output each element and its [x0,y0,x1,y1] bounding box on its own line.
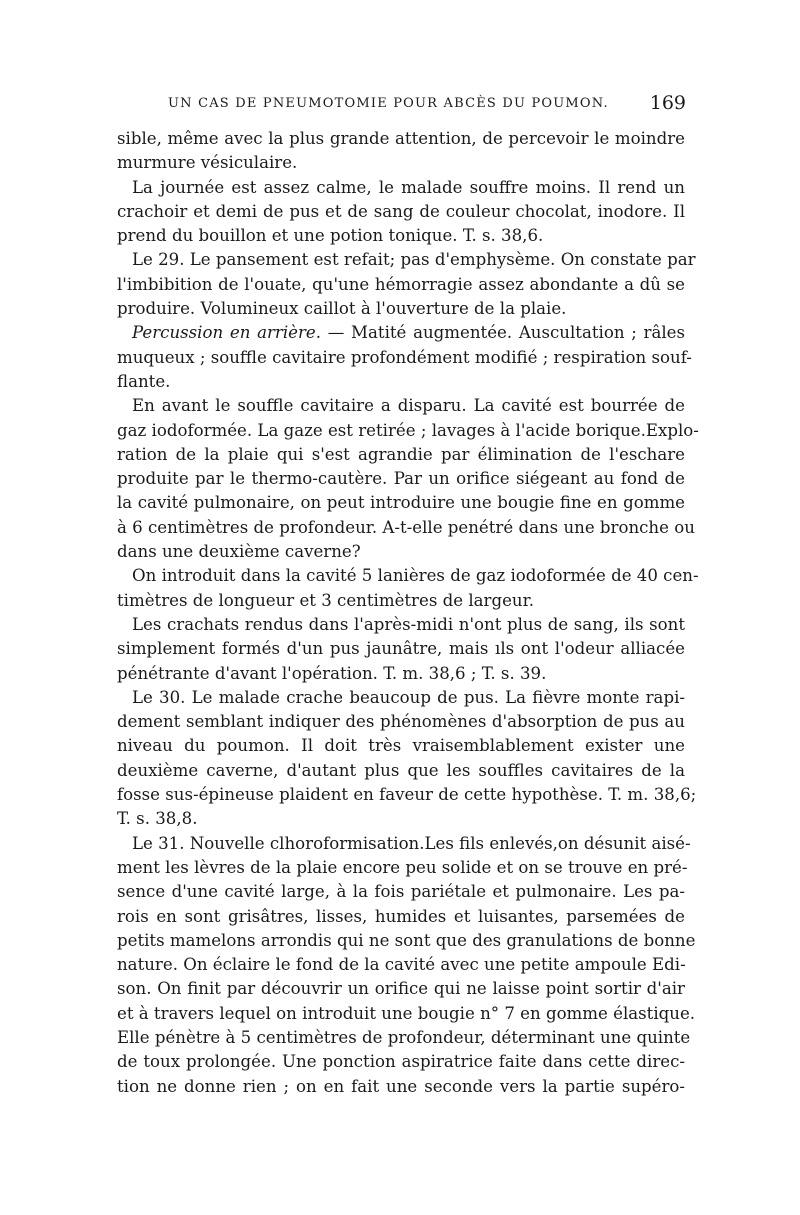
text-line: dement semblant indiquer des phénomènes d'absorption de pus au [117,712,685,732]
text-line: On introduit dans la cavité 5 lanières de gaz iodoformée de 40 cen- [132,566,699,586]
text-line: En avant le souffle cavitaire a disparu. La cavité est bourrée de [132,396,685,416]
paragraph [117,564,699,613]
line-text: — Matité augmentée. Auscultation ; râles [321,323,685,343]
paragraph [117,127,685,176]
running-title: UN CAS DE PNEUMOTOMIE POUR ABCÈS DU POUMON. [168,96,609,111]
text-line: deuxième caverne, d'autant plus que les souffles cavitaires de la [117,760,685,780]
text-line: la cavité pulmonaire, on peut introduire une bougie fine en gomme [117,493,685,513]
paragraph [117,394,699,564]
text-line: simplement formés d'un pus jaunâtre, mais ıls ont l'odeur alliacée [117,639,685,659]
text-line: produite par le thermo-cautère. Par un orifice siégeant au fond de [117,469,685,489]
text-line: La journée est assez calme, le malade souffre moins. Il rend un [132,177,685,197]
text-line: gaz iodoformée. La gaze est retirée ; lavages à l'acide borique.Explo- [117,420,699,440]
paragraph [117,613,685,686]
text-line: fosse sus-épineuse plaident en faveur de cette hypothèse. T. m. 38,6; [117,785,697,805]
text-line: timètres de longueur et 3 centimètres de largeur. [117,590,534,610]
text-line: pénétrante d'avant l'opération. T. m. 38,6 ; T. s. 39. [117,663,547,683]
text-line: crachoir et demi de pus et de sang de couleur chocolat, inodore. Il [117,201,685,221]
text-line: nature. On éclaire le fond de la cavité avec une petite ampoule Edi- [117,955,686,975]
text-line: ration de la plaie qui s'est agrandie par élimination de l'eschare [117,444,685,464]
body-text [117,127,699,1099]
paragraph [117,176,685,249]
text-line: de toux prolongée. Une ponction aspiratrice faite dans cette direc- [117,1052,685,1072]
text-line: ment les lèvres de la plaie encore peu solide et on se trouve en pré- [117,857,688,877]
text-line [117,321,685,345]
text-line: flante. [117,371,171,391]
running-head [168,92,686,118]
text-line: à 6 centimètres de profondeur. A-t-elle penétré dans une bronche ou [117,517,695,537]
text-line: sible, même avec la plus grande attention, de percevoir le moindre [117,129,685,148]
text-line: T. s. 38,8. [117,809,198,829]
page-number: 169 [649,92,686,114]
text-line: Le 31. Nouvelle clhoroformisation.Les fils enlevés,on désunit aisé- [132,833,691,853]
text-line: murmure vésiculaire. [117,153,298,173]
text-line: Le 29. Le pansement est refait; pas d'emphysème. On constate par [132,250,696,270]
italic-lead: Percussion en arrière. [132,323,322,343]
text-line: tion ne donne rien ; on en fait une seconde vers la partie supéro- [117,1076,685,1096]
text-line: Elle pénètre à 5 centimètres de profondeur, déterminant une quinte [117,1027,691,1047]
text-line: rois en sont grisâtres, lisses, humides et luisantes, parsemées de [117,906,685,926]
text-line: et à travers lequel on introduit une bougie n° 7 en gomme élastique. [117,1003,696,1023]
paragraph [117,248,696,321]
paragraph [117,321,692,394]
text-line: Les crachats rendus dans l'après-midi n'ont plus de sang, ils sont [132,614,685,634]
text-line: produire. Volumineux caillot à l'ouverture de la plaie. [117,299,567,319]
text-line: prend du bouillon et une potion tonique. T. s. 38,6. [117,226,544,246]
text-line: son. On finit par découvrir un orifice qui ne laisse point sortir d'air [117,979,685,999]
paragraph [117,686,697,832]
text-line: dans une deuxième caverne? [117,542,361,562]
text-line: sence d'une cavité large, à la fois pariétale et pulmonaire. Les pa- [117,882,685,902]
text-line: Le 30. Le malade crache beaucoup de pus. La fièvre monte rapi- [132,687,685,707]
text-line: l'imbibition de l'ouate, qu'une hémorragie assez abondante a dû se [117,274,685,294]
paragraph [117,832,696,1099]
text-line: muqueux ; souffle cavitaire profondément modifié ; respiration souf- [117,347,692,367]
text-line: niveau du poumon. Il doit très vraisemblablement exister une [117,736,685,756]
text-line: petits mamelons arrondis qui ne sont que des granulations de bonne [117,930,696,950]
